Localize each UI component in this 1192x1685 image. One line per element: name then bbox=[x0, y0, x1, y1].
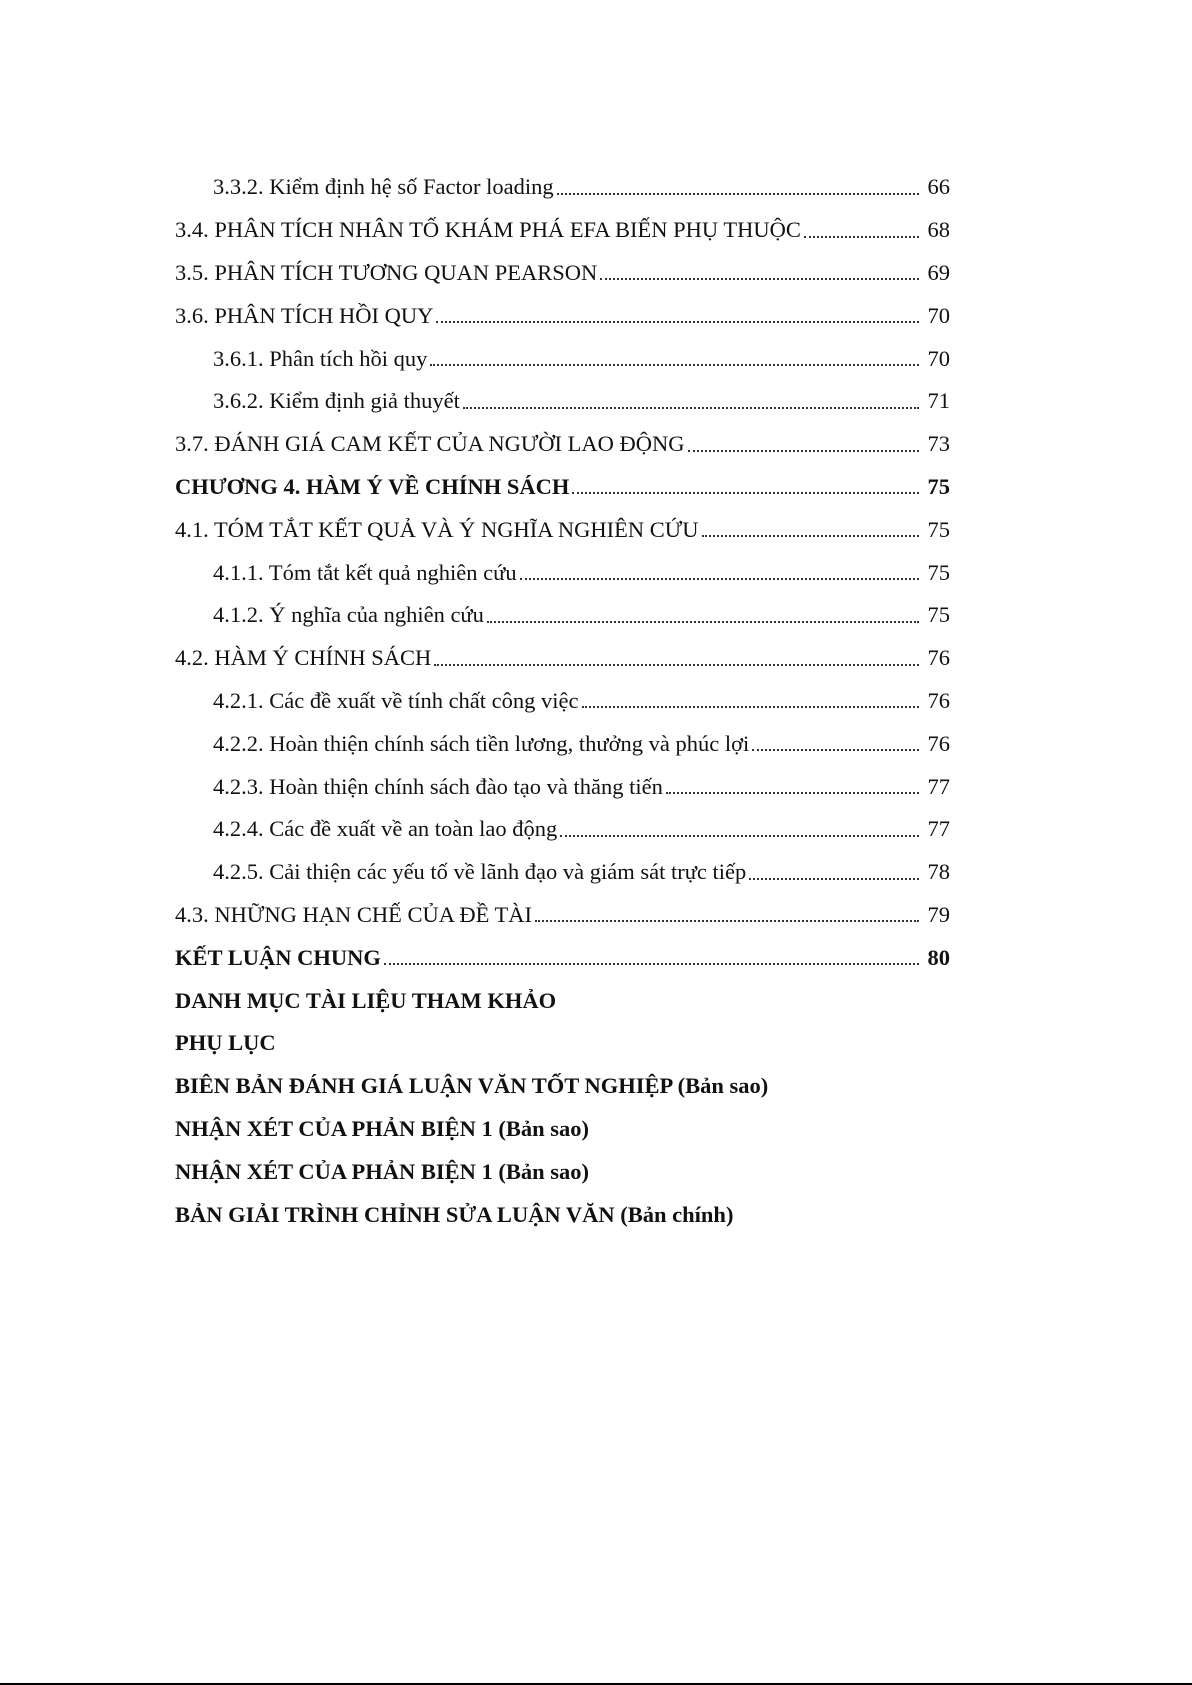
toc-entry-page-number: 69 bbox=[927, 259, 950, 285]
toc-entry bbox=[175, 1108, 950, 1151]
table-of-contents bbox=[175, 166, 950, 1236]
toc-dot-leader bbox=[520, 577, 919, 580]
toc-dot-leader bbox=[487, 620, 919, 623]
toc-entry-page-number: 75 bbox=[927, 602, 950, 628]
toc-entry-page-number: 75 bbox=[927, 516, 950, 542]
toc-entry-title: 4.3. NHỮNG HẠN CHẾ CỦA ĐỀ TÀI bbox=[175, 901, 533, 927]
toc-entry bbox=[175, 551, 950, 594]
toc-entry bbox=[175, 380, 950, 423]
toc-dot-leader bbox=[572, 491, 919, 494]
toc-dot-leader bbox=[600, 277, 919, 280]
toc-entry bbox=[175, 1150, 950, 1193]
toc-entry bbox=[175, 765, 950, 808]
toc-entry bbox=[175, 894, 950, 937]
toc-entry-page-number: 76 bbox=[927, 687, 950, 713]
toc-entry-page-number: 70 bbox=[927, 302, 950, 328]
toc-entry-title: DANH MỤC TÀI LIỆU THAM KHẢO bbox=[175, 987, 557, 1013]
toc-entry-title: KẾT LUẬN CHUNG bbox=[175, 944, 381, 970]
toc-dot-leader bbox=[557, 192, 919, 195]
toc-entry-title: BIÊN BẢN ĐÁNH GIÁ LUẬN VĂN TỐT NGHIỆP (Bản sao) bbox=[175, 1073, 769, 1099]
toc-entry-page-number: 76 bbox=[927, 730, 950, 756]
toc-entry-title: BẢN GIẢI TRÌNH CHỈNH SỬA LUẬN VĂN (Bản chính) bbox=[175, 1201, 734, 1227]
toc-entry-title: CHƯƠNG 4. HÀM Ý VỀ CHÍNH SÁCH bbox=[175, 473, 570, 499]
toc-dot-leader bbox=[384, 962, 919, 965]
toc-entry bbox=[175, 337, 950, 380]
toc-entry bbox=[175, 594, 950, 637]
toc-entry bbox=[175, 936, 950, 979]
toc-entry-page-number: 77 bbox=[927, 773, 950, 799]
toc-entry-page-number: 78 bbox=[927, 859, 950, 885]
toc-entry bbox=[175, 1022, 950, 1065]
toc-entry-title: 3.6.2. Kiểm định giả thuyết bbox=[213, 388, 460, 414]
toc-entry-title: PHỤ LỤC bbox=[175, 1030, 276, 1056]
toc-entry-page-number: 70 bbox=[927, 345, 950, 371]
toc-entry-page-number: 77 bbox=[927, 816, 950, 842]
toc-entry-title: NHẬN XÉT CỦA PHẢN BIỆN 1 (Bản sao) bbox=[175, 1115, 590, 1141]
toc-entry-title: 3.6.1. Phân tích hồi quy bbox=[213, 345, 428, 371]
toc-dot-leader bbox=[582, 705, 919, 708]
toc-entry bbox=[175, 1193, 950, 1236]
toc-dot-leader bbox=[535, 919, 919, 922]
toc-entry-page-number: 73 bbox=[927, 431, 950, 457]
toc-entry-title: NHẬN XÉT CỦA PHẢN BIỆN 1 (Bản sao) bbox=[175, 1158, 590, 1184]
toc-entry bbox=[175, 637, 950, 680]
toc-entry-title: 4.2.1. Các đề xuất về tính chất công việc bbox=[213, 687, 579, 713]
toc-entry-page-number: 66 bbox=[927, 174, 950, 200]
toc-entry bbox=[175, 466, 950, 509]
toc-entry-page-number: 75 bbox=[927, 559, 950, 585]
toc-entry-title: 4.1. TÓM TẮT KẾT QUẢ VÀ Ý NGHĨA NGHIÊN CỨU bbox=[175, 516, 699, 542]
toc-entry bbox=[175, 209, 950, 252]
toc-entry-title: 3.7. ĐÁNH GIÁ CAM KẾT CỦA NGƯỜI LAO ĐỘNG bbox=[175, 431, 685, 457]
toc-dot-leader bbox=[749, 877, 919, 880]
toc-entry-page-number: 75 bbox=[927, 473, 950, 499]
toc-entry bbox=[175, 1065, 950, 1108]
toc-entry-page-number: 71 bbox=[927, 388, 950, 414]
toc-entry bbox=[175, 423, 950, 466]
toc-dot-leader bbox=[560, 834, 919, 837]
toc-entry-page-number: 79 bbox=[927, 901, 950, 927]
toc-entry bbox=[175, 294, 950, 337]
toc-dot-leader bbox=[434, 663, 919, 666]
toc-dot-leader bbox=[752, 748, 919, 751]
toc-entry-title: 3.5. PHÂN TÍCH TƯƠNG QUAN PEARSON bbox=[175, 259, 598, 285]
toc-dot-leader bbox=[804, 235, 919, 238]
toc-entry-title: 4.2.5. Cải thiện các yếu tố về lãnh đạo và giám sát trực tiếp bbox=[213, 859, 747, 885]
toc-entry bbox=[175, 166, 950, 209]
toc-dot-leader bbox=[702, 534, 920, 537]
toc-dot-leader bbox=[430, 363, 919, 366]
toc-dot-leader bbox=[666, 791, 919, 794]
toc-entry-title: 3.6. PHÂN TÍCH HỒI QUY bbox=[175, 302, 434, 328]
toc-entry-page-number: 68 bbox=[927, 217, 950, 243]
toc-entry-page-number: 80 bbox=[927, 944, 950, 970]
toc-entry-title: 4.2.3. Hoàn thiện chính sách đào tạo và thăng tiến bbox=[213, 773, 663, 799]
toc-entry-title: 4.2.2. Hoàn thiện chính sách tiền lương, thưởng và phúc lợi bbox=[213, 730, 750, 756]
toc-entry bbox=[175, 680, 950, 723]
toc-entry-title: 4.1.1. Tóm tắt kết quả nghiên cứu bbox=[213, 559, 517, 585]
toc-entry bbox=[175, 508, 950, 551]
toc-entry bbox=[175, 979, 950, 1022]
toc-entry-page-number: 76 bbox=[927, 645, 950, 671]
toc-entry-title: 4.2.4. Các đề xuất về an toàn lao động bbox=[213, 816, 558, 842]
toc-entry-title: 3.3.2. Kiểm định hệ số Factor loading bbox=[213, 174, 554, 200]
toc-dot-leader bbox=[463, 406, 919, 409]
toc-entry bbox=[175, 851, 950, 894]
toc-entry bbox=[175, 722, 950, 765]
toc-entry bbox=[175, 808, 950, 851]
toc-dot-leader bbox=[436, 320, 919, 323]
toc-entry bbox=[175, 252, 950, 295]
toc-entry-title: 4.2. HÀM Ý CHÍNH SÁCH bbox=[175, 645, 432, 671]
toc-entry-title: 4.1.2. Ý nghĩa của nghiên cứu bbox=[213, 602, 484, 628]
toc-dot-leader bbox=[688, 449, 919, 452]
toc-entry-title: 3.4. PHÂN TÍCH NHÂN TỐ KHÁM PHÁ EFA BIẾN PHỤ THUỘC bbox=[175, 217, 801, 243]
